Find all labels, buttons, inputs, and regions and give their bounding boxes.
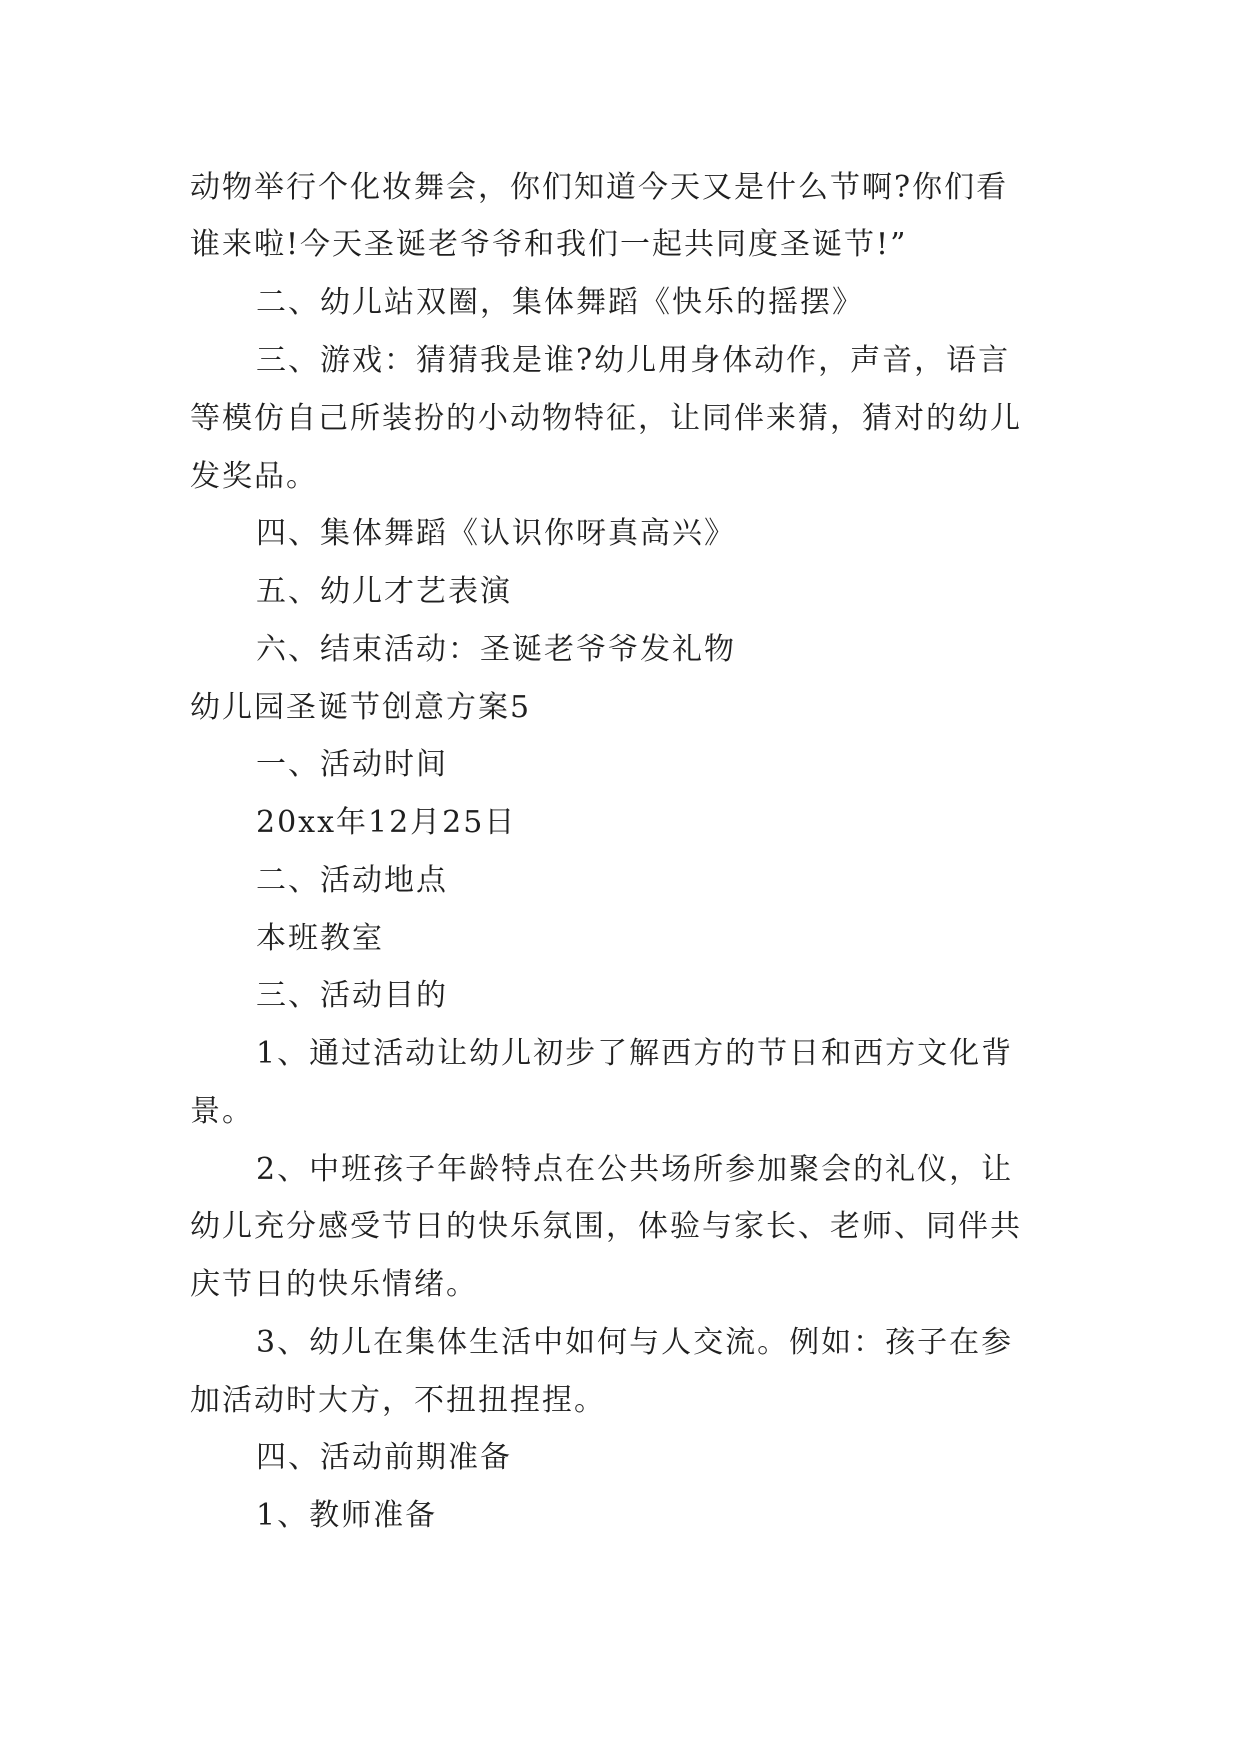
section-heading: 幼儿园圣诞节创意方案5 <box>190 690 532 725</box>
list-item: 1、通过活动让幼儿初步了解西方的节日和西方文化背 <box>256 1036 1014 1071</box>
text-line: 幼儿充分感受节日的快乐氛围，体验与家长、老师、同伴共 <box>190 1209 1022 1244</box>
list-item: 2、中班孩子年龄特点在公共场所参加聚会的礼仪，让 <box>256 1152 1014 1187</box>
list-item: 六、结束活动：圣诞老爷爷发礼物 <box>256 632 736 667</box>
list-item: 五、幼儿才艺表演 <box>256 574 512 609</box>
list-item: 四、活动前期准备 <box>256 1440 512 1475</box>
list-item: 1、教师准备 <box>256 1498 438 1533</box>
text-line: 加活动时大方，不扭扭捏捏。 <box>190 1383 606 1418</box>
list-item: 三、游戏：猜猜我是谁?幼儿用身体动作，声音，语言 <box>256 343 1011 378</box>
list-item: 3、幼儿在集体生活中如何与人交流。例如：孩子在参 <box>256 1325 1014 1360</box>
text-line: 庆节日的快乐情绪。 <box>190 1267 478 1302</box>
text-line: 发奖品。 <box>190 459 318 494</box>
list-item: 四、集体舞蹈《认识你呀真高兴》 <box>256 516 736 551</box>
text-line: 等模仿自己所装扮的小动物特征，让同伴来猜，猜对的幼儿 <box>190 401 1022 436</box>
location-text: 本班教室 <box>256 921 384 956</box>
list-item: 二、幼儿站双圈，集体舞蹈《快乐的摇摆》 <box>256 285 864 320</box>
list-item: 三、活动目的 <box>256 978 448 1013</box>
text-line: 谁来啦!今天圣诞老爷爷和我们一起共同度圣诞节!” <box>190 227 908 262</box>
date-text: 20xx年12月25日 <box>256 805 517 840</box>
list-item: 一、活动时间 <box>256 747 448 782</box>
list-item: 二、活动地点 <box>256 863 448 898</box>
text-line: 动物举行个化妆舞会，你们知道今天又是什么节啊?你们看 <box>190 170 1009 205</box>
text-line: 景。 <box>190 1094 254 1129</box>
